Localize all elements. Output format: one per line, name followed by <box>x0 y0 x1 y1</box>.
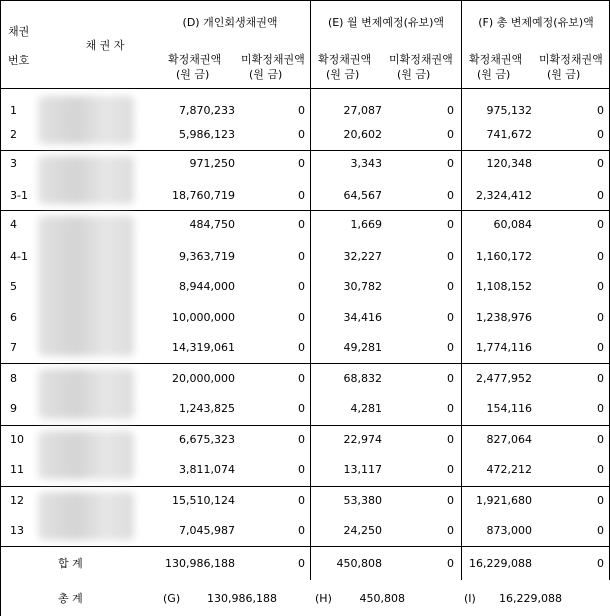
row-d-unconfirmed: 0 <box>298 280 305 293</box>
row-e-confirmed: 22,974 <box>343 433 382 446</box>
row-d-unconfirmed: 0 <box>298 341 305 354</box>
row-e-confirmed: 32,227 <box>343 250 382 263</box>
row-no: 10 <box>10 433 24 446</box>
row-e-unconfirmed: 0 <box>447 128 454 141</box>
row-d-unconfirmed: 0 <box>298 104 305 117</box>
header-f-unit: (원 금) <box>477 68 511 81</box>
row-e-unconfirmed: 0 <box>447 157 454 170</box>
row-f-unconfirmed: 0 <box>597 104 604 117</box>
row-d-confirmed: 10,000,000 <box>172 311 235 324</box>
row-f-unconfirmed: 0 <box>597 524 604 537</box>
row-no: 9 <box>10 402 17 415</box>
header-e-unconfirmed: 미확정채권액 <box>389 53 453 66</box>
row-e-unconfirmed: 0 <box>447 311 454 324</box>
row-e-unconfirmed: 0 <box>447 494 454 507</box>
header-d-unit2: (원 금) <box>249 68 283 81</box>
row-f-confirmed: 60,084 <box>493 218 532 231</box>
row-e-unconfirmed: 0 <box>447 189 454 202</box>
row-d-unconfirmed: 0 <box>298 372 305 385</box>
row-d-confirmed: 14,319,061 <box>172 341 235 354</box>
row-e-confirmed: 27,087 <box>343 104 382 117</box>
row-no: 12 <box>10 494 24 507</box>
header-bottom-line <box>0 88 610 89</box>
row-no: 11 <box>10 463 24 476</box>
row-e-confirmed: 53,380 <box>343 494 382 507</box>
subtotal-d2: 0 <box>298 557 305 570</box>
row-e-confirmed: 1,669 <box>350 218 382 231</box>
row-no: 3 <box>10 157 17 170</box>
row-d-confirmed: 20,000,000 <box>172 372 235 385</box>
row-f-unconfirmed: 0 <box>597 250 604 263</box>
row-e-unconfirmed: 0 <box>447 104 454 117</box>
row-e-unconfirmed: 0 <box>447 280 454 293</box>
subtotal-label: 합 계 <box>58 557 83 570</box>
row-d-confirmed: 484,750 <box>189 218 235 231</box>
row-d-confirmed: 6,675,323 <box>179 433 235 446</box>
total-h-label: (H) <box>315 592 332 605</box>
header-d-unit: (원 금) <box>176 68 210 81</box>
total-g-value: 130,986,188 <box>207 592 277 605</box>
group-line-1 <box>0 150 610 151</box>
row-f-unconfirmed: 0 <box>597 280 604 293</box>
row-no: 5 <box>10 280 17 293</box>
row-f-confirmed: 975,132 <box>486 104 532 117</box>
row-e-unconfirmed: 0 <box>447 524 454 537</box>
redacted-creditor-block-3 <box>38 216 134 356</box>
row-f-unconfirmed: 0 <box>597 157 604 170</box>
row-e-confirmed: 30,782 <box>343 280 382 293</box>
header-no-line1: 채권 <box>8 25 30 38</box>
header-f-title: (F) 총 변제예정(유보)액 <box>478 16 594 29</box>
row-d-unconfirmed: 0 <box>298 311 305 324</box>
row-f-unconfirmed: 0 <box>597 311 604 324</box>
redacted-creditor-block-1 <box>38 96 134 144</box>
row-d-unconfirmed: 0 <box>298 433 305 446</box>
row-no: 6 <box>10 311 17 324</box>
subtotal-d: 130,986,188 <box>165 557 235 570</box>
header-creditor: 채 권 자 <box>85 39 125 52</box>
row-d-confirmed: 7,870,233 <box>179 104 235 117</box>
row-d-unconfirmed: 0 <box>298 402 305 415</box>
row-e-unconfirmed: 0 <box>447 250 454 263</box>
row-no: 3-1 <box>10 189 28 202</box>
group-line-6 <box>0 546 610 547</box>
row-e-unconfirmed: 0 <box>447 463 454 476</box>
row-f-unconfirmed: 0 <box>597 494 604 507</box>
row-f-unconfirmed: 0 <box>597 128 604 141</box>
row-f-confirmed: 472,212 <box>486 463 532 476</box>
redacted-creditor-block-2 <box>38 156 134 204</box>
header-f-unit2: (원 금) <box>547 68 581 81</box>
row-f-unconfirmed: 0 <box>597 218 604 231</box>
header-f-unconfirmed: 미확정채권액 <box>539 53 603 66</box>
row-f-confirmed: 2,324,412 <box>476 189 532 202</box>
row-d-confirmed: 9,363,719 <box>179 250 235 263</box>
row-no: 13 <box>10 524 24 537</box>
row-d-confirmed: 18,760,719 <box>172 189 235 202</box>
row-d-unconfirmed: 0 <box>298 157 305 170</box>
row-e-confirmed: 68,832 <box>343 372 382 385</box>
row-d-confirmed: 7,045,987 <box>179 524 235 537</box>
group-line-5 <box>0 486 610 487</box>
row-e-confirmed: 4,281 <box>350 402 382 415</box>
row-f-confirmed: 1,108,152 <box>476 280 532 293</box>
header-e-unit: (원 금) <box>326 68 360 81</box>
row-d-unconfirmed: 0 <box>298 250 305 263</box>
row-no: 7 <box>10 341 17 354</box>
row-no: 8 <box>10 372 17 385</box>
row-no: 4-1 <box>10 250 28 263</box>
group-line-4 <box>0 425 610 426</box>
row-e-confirmed: 3,343 <box>350 157 382 170</box>
row-f-confirmed: 1,921,680 <box>476 494 532 507</box>
row-d-confirmed: 971,250 <box>189 157 235 170</box>
row-d-confirmed: 1,243,825 <box>179 402 235 415</box>
header-no-line2: 번호 <box>8 54 30 67</box>
row-no: 4 <box>10 218 17 231</box>
row-e-confirmed: 49,281 <box>343 341 382 354</box>
header-d-unconfirmed: 미확정채권액 <box>241 53 305 66</box>
row-e-unconfirmed: 0 <box>447 372 454 385</box>
header-d-confirmed: 확정채권액 <box>168 53 222 66</box>
total-label: 총 계 <box>58 592 83 605</box>
row-d-confirmed: 3,811,074 <box>179 463 235 476</box>
row-f-confirmed: 827,064 <box>486 433 532 446</box>
row-f-unconfirmed: 0 <box>597 433 604 446</box>
header-e-confirmed: 확정채권액 <box>318 53 372 66</box>
row-e-confirmed: 24,250 <box>343 524 382 537</box>
row-d-unconfirmed: 0 <box>298 494 305 507</box>
row-f-unconfirmed: 0 <box>597 372 604 385</box>
row-d-unconfirmed: 0 <box>298 189 305 202</box>
border-left <box>0 0 1 616</box>
row-f-confirmed: 120,348 <box>486 157 532 170</box>
total-i-value: 16,229,088 <box>499 592 562 605</box>
header-e-title: (E) 월 변제예정(유보)액 <box>327 16 445 29</box>
row-e-unconfirmed: 0 <box>447 341 454 354</box>
row-e-unconfirmed: 0 <box>447 433 454 446</box>
subtotal-e: 450,808 <box>336 557 382 570</box>
row-f-confirmed: 154,116 <box>486 402 532 415</box>
row-d-unconfirmed: 0 <box>298 463 305 476</box>
row-d-unconfirmed: 0 <box>298 524 305 537</box>
row-e-confirmed: 13,117 <box>343 463 382 476</box>
group-line-2 <box>0 210 610 211</box>
redacted-creditor-block-4 <box>38 369 134 419</box>
subtotal-e2: 0 <box>447 557 454 570</box>
row-f-confirmed: 1,238,976 <box>476 311 532 324</box>
row-f-confirmed: 2,477,952 <box>476 372 532 385</box>
row-f-confirmed: 1,160,172 <box>476 250 532 263</box>
row-d-unconfirmed: 0 <box>298 128 305 141</box>
row-e-unconfirmed: 0 <box>447 218 454 231</box>
header-f-confirmed: 확정채권액 <box>469 53 523 66</box>
row-d-confirmed: 15,510,124 <box>172 494 235 507</box>
row-e-unconfirmed: 0 <box>447 402 454 415</box>
redacted-creditor-block-5 <box>38 431 134 479</box>
row-f-unconfirmed: 0 <box>597 463 604 476</box>
subtotal-f: 16,229,088 <box>469 557 532 570</box>
total-g-label: (G) <box>163 592 181 605</box>
row-d-confirmed: 5,986,123 <box>179 128 235 141</box>
row-f-confirmed: 873,000 <box>486 524 532 537</box>
total-h-value: 450,808 <box>359 592 405 605</box>
total-i-label: (I) <box>464 592 476 605</box>
row-no: 2 <box>10 128 17 141</box>
row-no: 1 <box>10 104 17 117</box>
row-d-confirmed: 8,944,000 <box>179 280 235 293</box>
row-f-unconfirmed: 0 <box>597 402 604 415</box>
row-f-confirmed: 1,774,116 <box>476 341 532 354</box>
border-top <box>0 0 610 1</box>
row-e-confirmed: 34,416 <box>343 311 382 324</box>
row-f-unconfirmed: 0 <box>597 189 604 202</box>
header-d-title: (D) 개인회생채권액 <box>182 16 278 29</box>
row-e-confirmed: 64,567 <box>343 189 382 202</box>
row-f-confirmed: 741,672 <box>486 128 532 141</box>
row-d-unconfirmed: 0 <box>298 218 305 231</box>
subtotal-f2: 0 <box>597 557 604 570</box>
header-e-unit2: (원 금) <box>397 68 431 81</box>
row-f-unconfirmed: 0 <box>597 341 604 354</box>
row-e-confirmed: 20,602 <box>343 128 382 141</box>
redacted-creditor-block-6 <box>38 492 134 540</box>
group-line-3 <box>0 363 610 364</box>
